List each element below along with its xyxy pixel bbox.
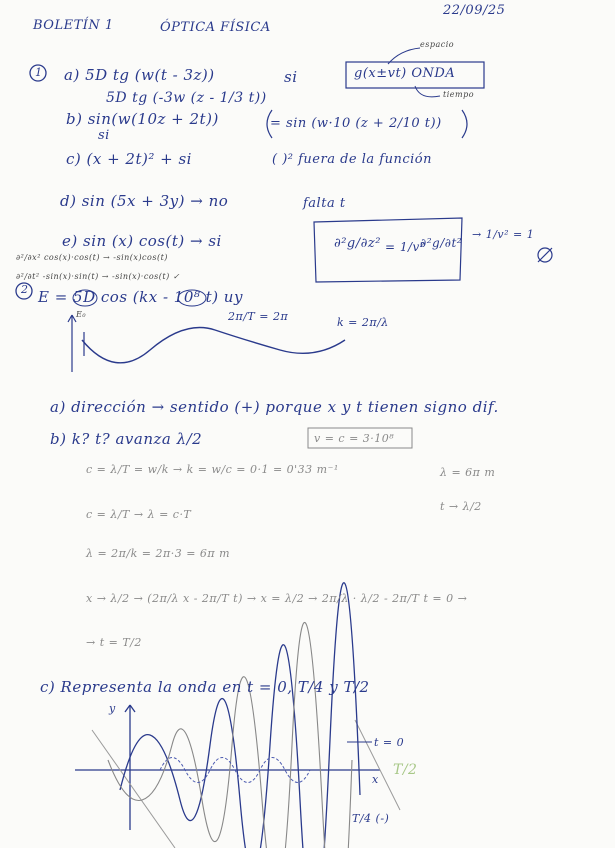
ex1-b-eq: = sin (w·10 (z + 2/10 t)) [270,116,442,131]
ex1-a: a) 5D tg (w(t - 3z)) [64,66,215,84]
label-tiempo: tiempo [443,90,475,99]
ex1-e-line2: ∂²/∂t² -sin(x)·sin(t) → -sin(x)·cos(t) ✓ [16,272,180,281]
label-t-half: T/2 [393,762,418,778]
wave-eq-note: → 1/v² = 1 [472,228,535,241]
ex2-e0: E₀ [76,310,87,319]
wave-eq-lhs: ∂²g/∂z² [334,236,381,251]
wave-sketch-curve [82,328,345,363]
ex1-d-note: falta t [303,196,346,211]
ex1-c-note: ( )² fuera de la función [272,152,432,167]
ex2-k: k = 2π/λ [337,316,389,329]
wave-t0 [120,583,360,848]
onda-box-text: g(x±vt) ONDA [354,66,456,81]
ex2-c: c) Representa la onda en t = 0, T/4 y T/2 [40,678,370,696]
calc-line-2: c = λ/T → λ = c·T [86,508,192,521]
calc-line-1-side: λ = 6π m [440,466,496,479]
ex1-c: c) (x + 2t)² + si [66,150,192,168]
wave-eq-rhs: ∂²g/∂t² [420,236,463,250]
ex2-a: a) dirección → sentido (+) porque x y t tienen signo dif. [50,398,499,416]
label-t0: t = 0 [374,736,405,749]
calc-line-2-side: t → λ/2 [440,500,482,513]
date: 22/09/25 [443,3,506,18]
ex2-b-box: v = c = 3·10⁸ [314,432,395,445]
ex1-e-line1: ∂²/∂x² cos(x)·cos(t) → -sin(x)cos(t) [16,253,168,262]
page-title: BOLETÍN 1 [33,18,114,33]
calc-line-3: λ = 2π/k = 2π·3 = 6π m [86,547,231,560]
ex1-b: b) sin(w(10z + 2t)) [66,110,219,128]
ex2-field: E = 5D cos (kx - 10⁸ t) uy [38,288,243,306]
calc-line-4: x → λ/2 → (2π/λ x - 2π/T t) → x = λ/2 → 2π/λ · λ/2 - 2π/T t = 0 → [86,592,468,605]
ex1-d: d) sin (5x + 3y) → no [60,192,229,210]
exercise-2-number: 2 [21,283,29,296]
exercise-1-number: 1 [35,66,43,79]
ex1-a-alt: 5D tg (-3w (z - 1/3 t)) [106,90,267,106]
label-espacio: espacio [420,40,455,49]
subject-title: ÓPTICA FÍSICA [160,20,271,35]
ex2-period: 2π/T = 2π [228,310,289,323]
calc-line-5: → t = T/2 [86,636,142,649]
wave-eq-mid: = 1/v² [385,240,426,254]
ex2-b: b) k? t? avanza λ/2 [50,430,203,448]
graph-x-label: x [372,773,379,786]
label-t-quarter: T/4 (-) [352,812,390,825]
brace-b-right [462,110,467,138]
ex1-a-si: si [284,68,298,86]
ex1-e: e) sin (x) cos(t) → si [62,232,222,250]
calc-line-1: c = λ/T = w/k → k = w/c = 0·1 = 0'33 m⁻¹ [86,463,339,476]
graph-y-label: y [109,702,116,715]
part-c-graph [75,583,400,848]
ex1-b-si: si [98,128,110,143]
